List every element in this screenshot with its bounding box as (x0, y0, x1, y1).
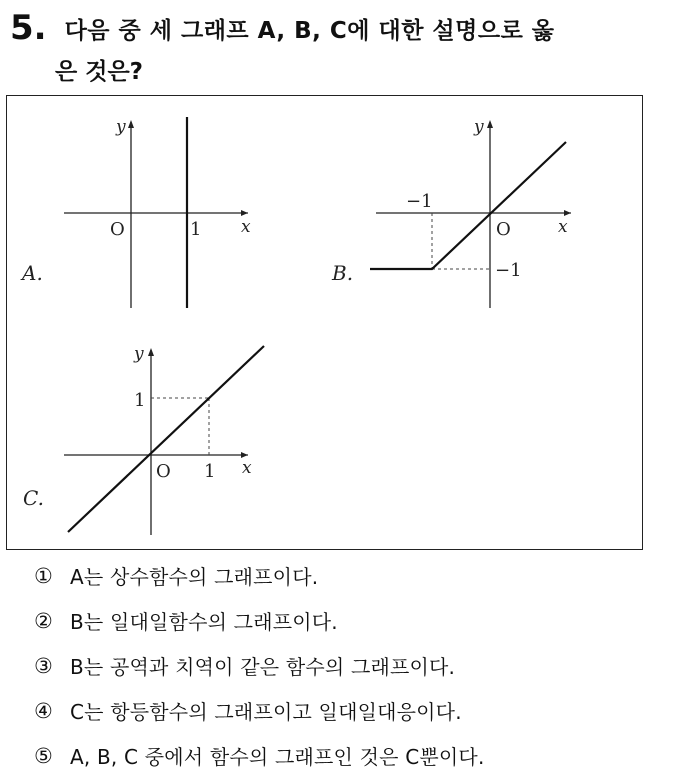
graph-c-tick-x: 1 (204, 461, 216, 482)
graph-c-tick-y: 1 (134, 390, 146, 411)
choice-text: A는 상수함수의 그래프이다. (70, 565, 319, 589)
graph-b-origin: O (496, 219, 511, 240)
graph-b-tick-y: −1 (495, 260, 522, 281)
graph-c-y-label: y (134, 344, 144, 364)
graph-a-tick-x: 1 (190, 219, 202, 240)
question-text-line-2: 은 것은? (55, 59, 144, 85)
choice-4[interactable] (34, 688, 485, 733)
graph-c-label: C. (23, 486, 44, 510)
graph-b-y-label: y (474, 117, 484, 137)
choice-number: ① (34, 563, 53, 588)
choice-3[interactable] (34, 643, 485, 688)
question-number: 5. (10, 8, 47, 48)
graph-a (20, 117, 251, 308)
graph-c-x-label: x (242, 458, 252, 478)
graph-b-x-label: x (558, 217, 568, 237)
graph-b-line (370, 142, 566, 269)
graph-a-x-arrow (241, 210, 248, 216)
question-line-1 (10, 6, 555, 50)
graph-a-y-arrow (128, 120, 134, 128)
choice-2[interactable] (34, 598, 485, 643)
choice-text: C는 항등함수의 그래프이고 일대일대응이다. (70, 700, 462, 724)
choice-text: B는 공역과 치역이 같은 함수의 그래프이다. (70, 655, 456, 679)
graph-c (23, 344, 264, 535)
choice-number: ⑤ (34, 743, 53, 768)
question-text-line-1: 다음 중 세 그래프 A, B, C에 대한 설명으로 옳 (64, 17, 555, 44)
choice-text: B는 일대일함수의 그래프이다. (70, 610, 338, 634)
answer-choices (34, 553, 485, 778)
choice-number: ③ (34, 653, 53, 678)
graph-c-origin: O (156, 461, 171, 482)
choice-number: ④ (34, 698, 53, 723)
choice-number: ② (34, 608, 53, 633)
choice-text: A, B, C 중에서 함수의 그래프인 것은 C뿐이다. (70, 745, 485, 769)
graph-a-label: A. (22, 261, 43, 285)
graph-b-y-arrow (487, 120, 493, 128)
choice-5[interactable] (34, 733, 485, 778)
graph-a-origin: O (110, 219, 125, 240)
choice-1[interactable] (34, 553, 485, 598)
graph-b-tick-x: −1 (406, 191, 433, 212)
graph-b-x-arrow (564, 210, 571, 216)
graph-b-label: B. (332, 261, 354, 285)
graph-b (331, 117, 571, 308)
graphs-figure (6, 95, 643, 550)
graph-c-line (68, 346, 264, 532)
graph-c-y-arrow (148, 348, 154, 356)
graph-a-x-label: x (241, 217, 251, 237)
graph-a-y-label: y (116, 117, 126, 137)
